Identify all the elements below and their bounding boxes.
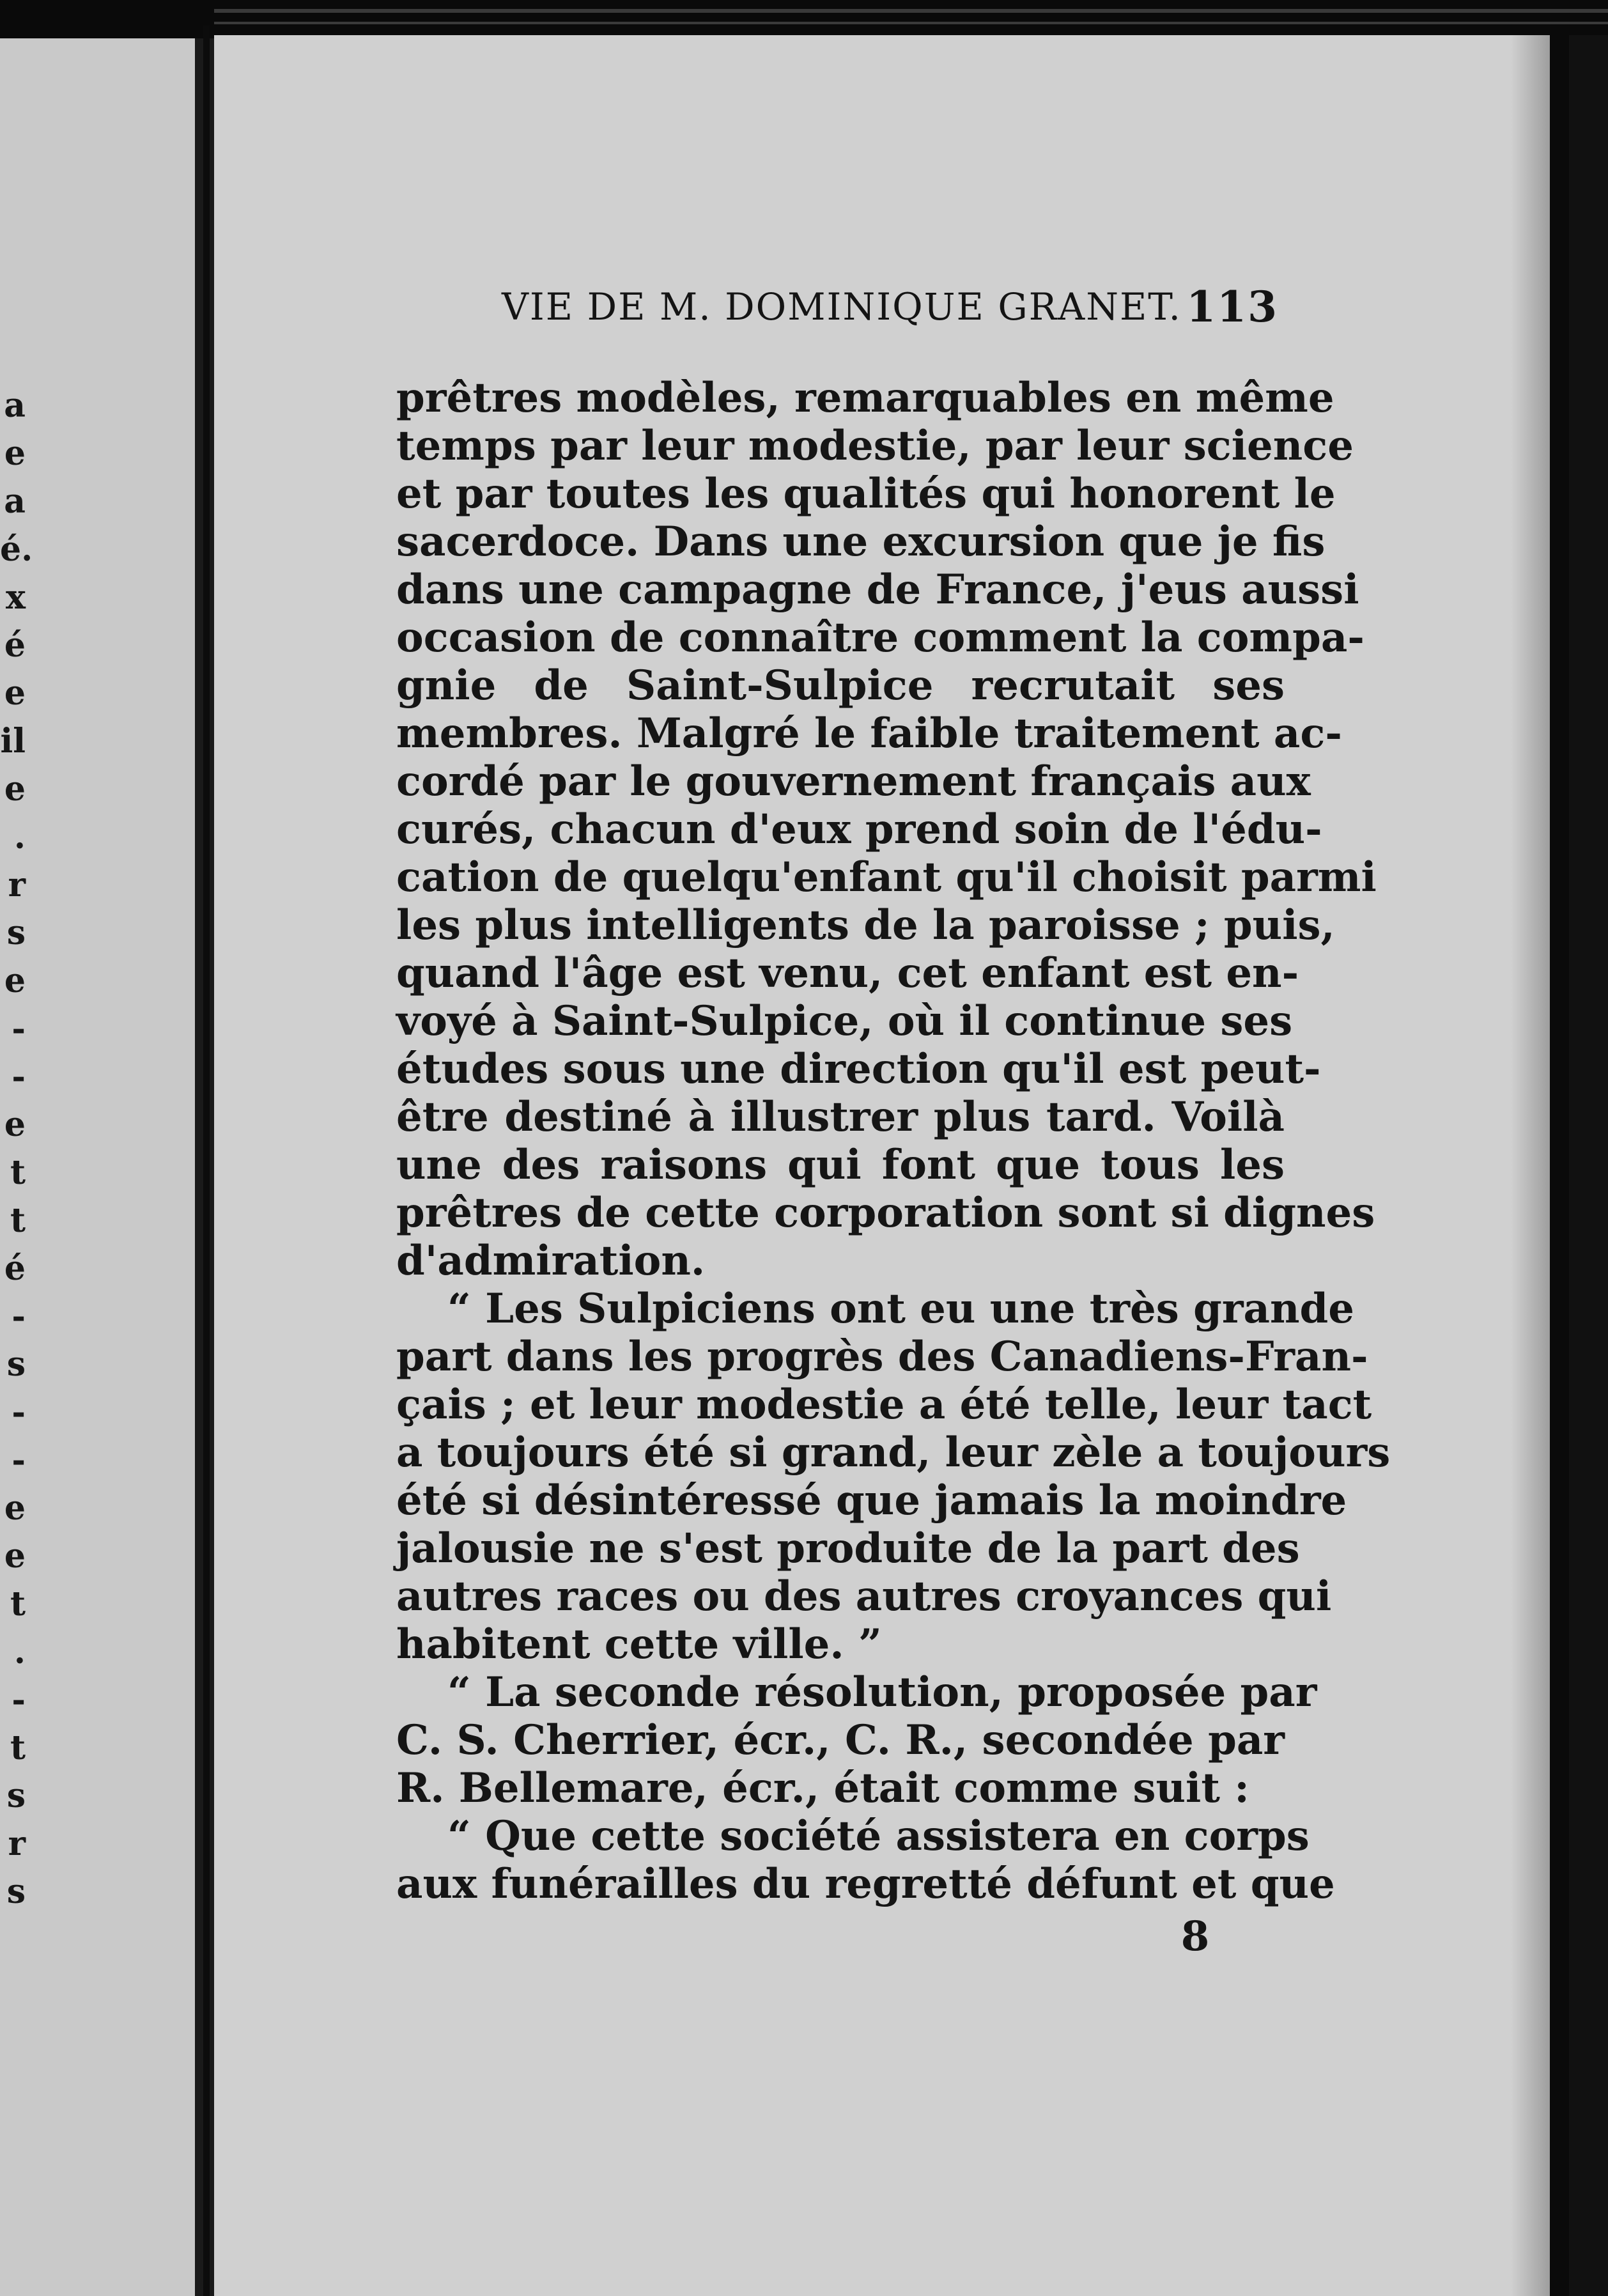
text-line: autres races ou des autres croyances qui (396, 1572, 1332, 1620)
left-page-fragment: a (4, 386, 26, 425)
left-page-fragment: e (4, 1105, 26, 1144)
left-page-fragment: t (10, 1585, 26, 1624)
left-page-cut-text (0, 384, 33, 1918)
text-line: cordé par le gouvernement français aux (396, 757, 1311, 805)
left-page-fragment: e (4, 1537, 26, 1576)
spine-line (203, 26, 210, 2296)
left-page-fragment: s (6, 913, 26, 952)
text-line: gnie de Saint-Sulpice recrutait ses (396, 662, 1285, 710)
running-head (502, 281, 1278, 332)
text-line: et par toutes les qualités qui honorent le (396, 470, 1336, 518)
top-edge-rules (214, 0, 1608, 38)
text-line: sacerdoce. Dans une excursion que je fis (396, 518, 1326, 566)
text-line: curés, chacun d'eux prend soin de l'édu- (396, 805, 1322, 853)
left-page-fragment: s (6, 1345, 26, 1384)
left-page-fragment: - (12, 1057, 26, 1096)
text-line: voyé à Saint-Sulpice, où il continue ses (396, 997, 1293, 1045)
text-line: R. Bellemare, écr., était comme suit : (396, 1764, 1249, 1812)
top-rule (214, 9, 1608, 13)
text-line: cation de quelqu'enfant qu'il choisit parmi (396, 853, 1377, 901)
text-line: “ Que cette société assistera en corps (447, 1812, 1310, 1860)
text-line: quand l'âge est venu, cet enfant est en- (396, 949, 1299, 997)
text-line: dans une campagne de France, j'eus aussi (396, 566, 1359, 614)
text-line: “ Les Sulpiciens ont eu une très grande (447, 1285, 1354, 1333)
text-line: d'admiration. (396, 1237, 706, 1285)
text-line: a toujours été si grand, leur zèle a toujours (396, 1429, 1391, 1477)
text-line: habitent cette ville. ” (396, 1620, 882, 1668)
left-page-fragment: é. (0, 530, 33, 569)
left-page-fragment: e (4, 770, 26, 809)
text-line: jalousie ne s'est produite de la part des (396, 1524, 1300, 1572)
left-page-fragment: a (4, 482, 26, 521)
left-page-edge (0, 38, 214, 2296)
top-rule (214, 22, 1608, 24)
left-page-fragment: t (10, 1201, 26, 1240)
left-page-fragment: s (6, 1872, 26, 1911)
left-page-fragment: x (5, 578, 26, 617)
left-page-fragment: e (4, 674, 26, 713)
text-line: être destiné à illustrer plus tard. Voilà (396, 1093, 1285, 1141)
text-line: une des raisons qui font que tous les (396, 1141, 1285, 1189)
text-line: prêtres modèles, remarquables en même (396, 374, 1334, 422)
text-line: études sous une direction qu'il est peut- (396, 1045, 1321, 1093)
left-page-fragment: - (12, 1441, 26, 1480)
left-page-fragment: . (13, 818, 26, 857)
left-page-fragment: - (12, 1393, 26, 1432)
text-line: part dans les progrès des Canadiens-Fran- (396, 1333, 1368, 1381)
running-head-title: VIE DE M. DOMINIQUE GRANET. (502, 285, 1182, 329)
text-line: été si désintéressé que jamais la moindre (396, 1477, 1347, 1524)
text-line: aux funérailles du regretté défunt et que (396, 1860, 1335, 1908)
text-line: prêtres de cette corporation sont si dignes (396, 1189, 1375, 1237)
left-page-fragment: s (6, 1776, 26, 1815)
text-line: “ La seconde résolution, proposée par (447, 1668, 1317, 1716)
left-page-fragment: e (4, 434, 26, 473)
left-page-fragment: e (4, 961, 26, 1000)
text-line: les plus intelligents de la paroisse ; puis, (396, 901, 1335, 949)
text-line: occasion de connaître comment la compa- (396, 614, 1364, 662)
left-page-fragment: - (12, 1680, 26, 1719)
right-binding-edge (1569, 35, 1608, 2296)
text-line: temps par leur modestie, par leur science (396, 422, 1354, 470)
text-line: çais ; et leur modestie a été telle, leur tact (396, 1381, 1372, 1429)
text-line: membres. Malgré le faible traitement ac- (396, 710, 1342, 757)
left-page-fragment: - (12, 1009, 26, 1048)
left-page-fragment: . (13, 1633, 26, 1672)
left-page-fragment: e (4, 1489, 26, 1528)
left-page-fragment: é (4, 1249, 26, 1288)
left-page-fragment: t (10, 1728, 26, 1767)
left-page-fragment: t (10, 1153, 26, 1192)
left-page-fragment: - (12, 1297, 26, 1336)
left-page-fragment: r (8, 1824, 26, 1863)
left-page-fragment: r (8, 865, 26, 904)
body-text (396, 374, 1391, 1908)
text-line: C. S. Cherrier, écr., C. R., secondée par (396, 1716, 1285, 1764)
left-page-fragment: é (4, 626, 26, 665)
page-number: 113 (1186, 282, 1278, 332)
left-page-fragment: il (0, 722, 26, 761)
signature-mark: 8 (1180, 1912, 1210, 1960)
